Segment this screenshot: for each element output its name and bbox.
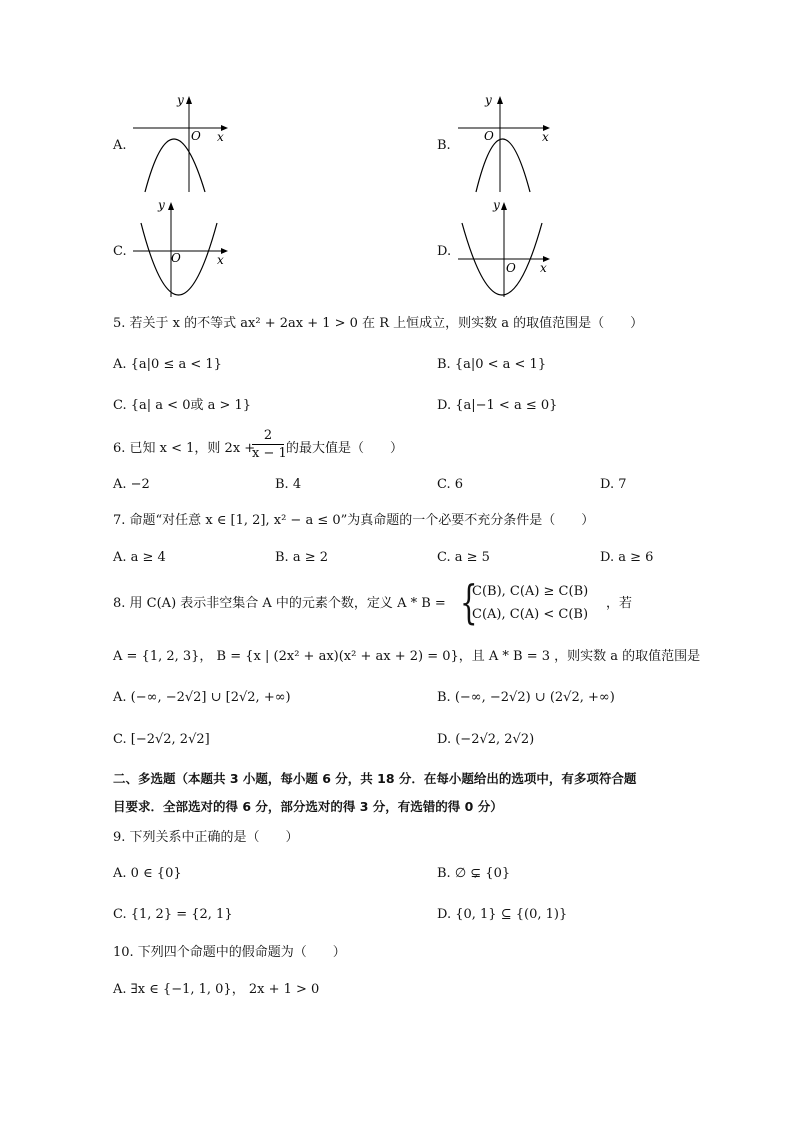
question-5-option-c: C. {a| a < 0或 a > 1} <box>113 398 252 413</box>
graph-option-b-label: B. <box>437 138 451 153</box>
question-8-case-2: C(A), C(A) < C(B) <box>472 607 589 622</box>
origin-label: O <box>506 261 516 275</box>
question-8-line-2: A = {1, 2, 3}， B = {x | (2x² + ax)(x² + ax + 2) = 0}，且 A * B = 3 ，则实数 a 的取值范围是 <box>113 649 701 664</box>
origin-label: O <box>191 129 201 143</box>
question-9-option-d: D. {0, 1} ⊆ {(0, 1)} <box>437 907 568 922</box>
x-axis-label: x <box>217 130 224 144</box>
question-6-stem-before: 6. 已知 x < 1，则 2x + <box>113 441 256 456</box>
question-5-option-a: A. {a|0 ≤ a < 1} <box>113 357 222 372</box>
fraction-numerator: 2 <box>263 428 273 443</box>
graph-option-d-label: D. <box>437 244 452 259</box>
origin-label: O <box>171 251 181 265</box>
question-7-option-c: C. a ≥ 5 <box>437 550 490 565</box>
fraction-denominator: x − 1 <box>252 446 287 461</box>
section-2-heading-line-2: 目要求．全部选对的得 6 分，部分选对的得 3 分，有选错的得 0 分） <box>113 799 503 814</box>
question-8-option-d: D. (−2√2, 2√2) <box>437 732 535 747</box>
origin-label: O <box>484 129 494 143</box>
question-9-option-b: B. ∅ ⊊ {0} <box>437 866 511 881</box>
question-8-brace: { <box>460 575 478 629</box>
question-7-stem: 7. 命题“对任意 x ∈ [1, 2], x² − a ≤ 0”为真命题的一个必要不充分条件是（ ） <box>113 513 595 528</box>
question-9-option-c: C. {1, 2} = {2, 1} <box>113 907 233 922</box>
y-axis-label: y <box>158 198 165 212</box>
question-8-option-a: A. (−∞, −2√2] ∪ [2√2, +∞) <box>113 690 291 705</box>
question-8-option-c: C. [−2√2, 2√2] <box>113 732 210 747</box>
graph-option-c-label: C. <box>113 244 127 259</box>
y-axis-label: y <box>493 198 500 212</box>
question-5-stem: 5. 若关于 x 的不等式 ax² + 2ax + 1 > 0 在 R 上恒成立，则实数 a 的取值范围是（ ） <box>113 316 644 331</box>
section-2-heading-line-1: 二、多选题（本题共 3 小题，每小题 6 分，共 18 分．在每小题给出的选项中，有多项符合题 <box>113 771 637 786</box>
fraction-bar <box>252 444 284 445</box>
x-axis-label: x <box>217 253 224 267</box>
question-7-option-a: A. a ≥ 4 <box>113 550 166 565</box>
question-9-stem: 9. 下列关系中正确的是（ ） <box>113 830 299 845</box>
y-axis-label: y <box>485 93 492 107</box>
question-7-option-b: B. a ≥ 2 <box>275 550 328 565</box>
question-9-option-a: A. 0 ∈ {0} <box>113 866 182 881</box>
question-6-stem-after: 的最大值是（ ） <box>286 441 404 456</box>
question-8-stem-before: 8. 用 C(A) 表示非空集合 A 中的元素个数，定义 A * B = <box>113 596 446 611</box>
graph-d <box>458 197 568 302</box>
x-axis-label: x <box>542 130 549 144</box>
question-6-fraction <box>252 428 287 461</box>
question-10-stem: 10. 下列四个命题中的假命题为（ ） <box>113 945 346 960</box>
question-8-stem-after: ，若 <box>606 596 633 611</box>
question-6-option-b: B. 4 <box>275 477 302 492</box>
graph-option-a-label: A. <box>113 138 127 153</box>
question-8-option-b: B. (−∞, −2√2) ∪ (2√2, +∞) <box>437 690 615 705</box>
question-7-option-d: D. a ≥ 6 <box>600 550 654 565</box>
question-5-option-d: D. {a|−1 < a ≤ 0} <box>437 398 558 413</box>
question-5-option-b: B. {a|0 < a < 1} <box>437 357 547 372</box>
graph-b <box>458 92 568 197</box>
y-axis-label: y <box>177 93 184 107</box>
question-6-option-d: D. 7 <box>600 477 627 492</box>
x-axis-label: x <box>540 261 547 275</box>
graph-c <box>133 197 243 302</box>
question-6-option-c: C. 6 <box>437 477 464 492</box>
question-8-case-1: C(B), C(A) ≥ C(B) <box>472 584 589 599</box>
graph-a <box>133 92 243 197</box>
question-6-option-a: A. −2 <box>113 477 150 492</box>
question-10-option-a: A. ∃x ∈ {−1, 1, 0}， 2x + 1 > 0 <box>113 982 320 997</box>
